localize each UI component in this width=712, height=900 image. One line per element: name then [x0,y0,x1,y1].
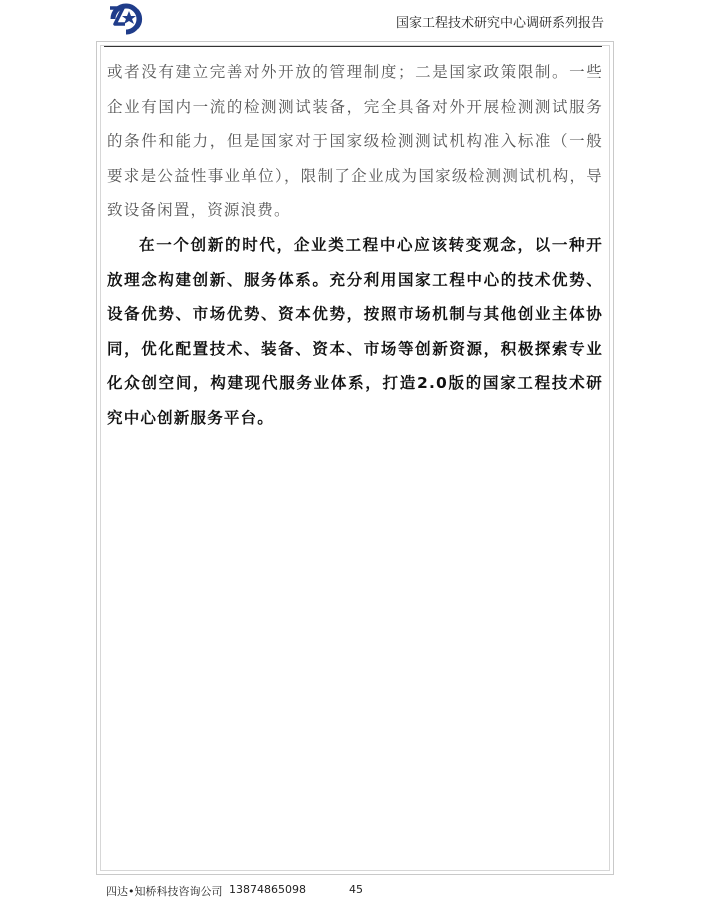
page-number: 45 [349,883,363,896]
header-divider [104,46,602,47]
body-paragraph-continued: 或者没有建立完善对外开放的管理制度；二是国家政策限制。一些企业有国内一流的检测测试装备，完全具备对外开展检测测试服务的条件和能力，但是国家对于国家级检测测试机构准入标准（一般要求是公益性事业单位），限制了企业成为国家级检测测试机构，导致设备闲置，资源浪费。 [107,63,603,219]
footer-company-name: 四达•知桥科技咨询公司 [106,885,223,898]
report-series-title: 国家工程技术研究中心调研系列报告 [395,16,604,31]
sida-logo-icon [107,2,145,36]
body-paragraph-bold: 在一个创新的时代，企业类工程中心应该转变观念，以一种开放理念构建创新、服务体系。充分利用国家工程中心的技术优势、设备优势、市场优势、资本优势，按照市场机制与其他创业主体协同，优化配置技术、装备、资本、市场等创新资源，积极探索专业化众创空间，构建现代服务业体系，打造2.0版的国家工程技术研究中心创新服务平台。 [107,236,603,427]
footer-phone-number: 13874865098 [229,883,306,896]
